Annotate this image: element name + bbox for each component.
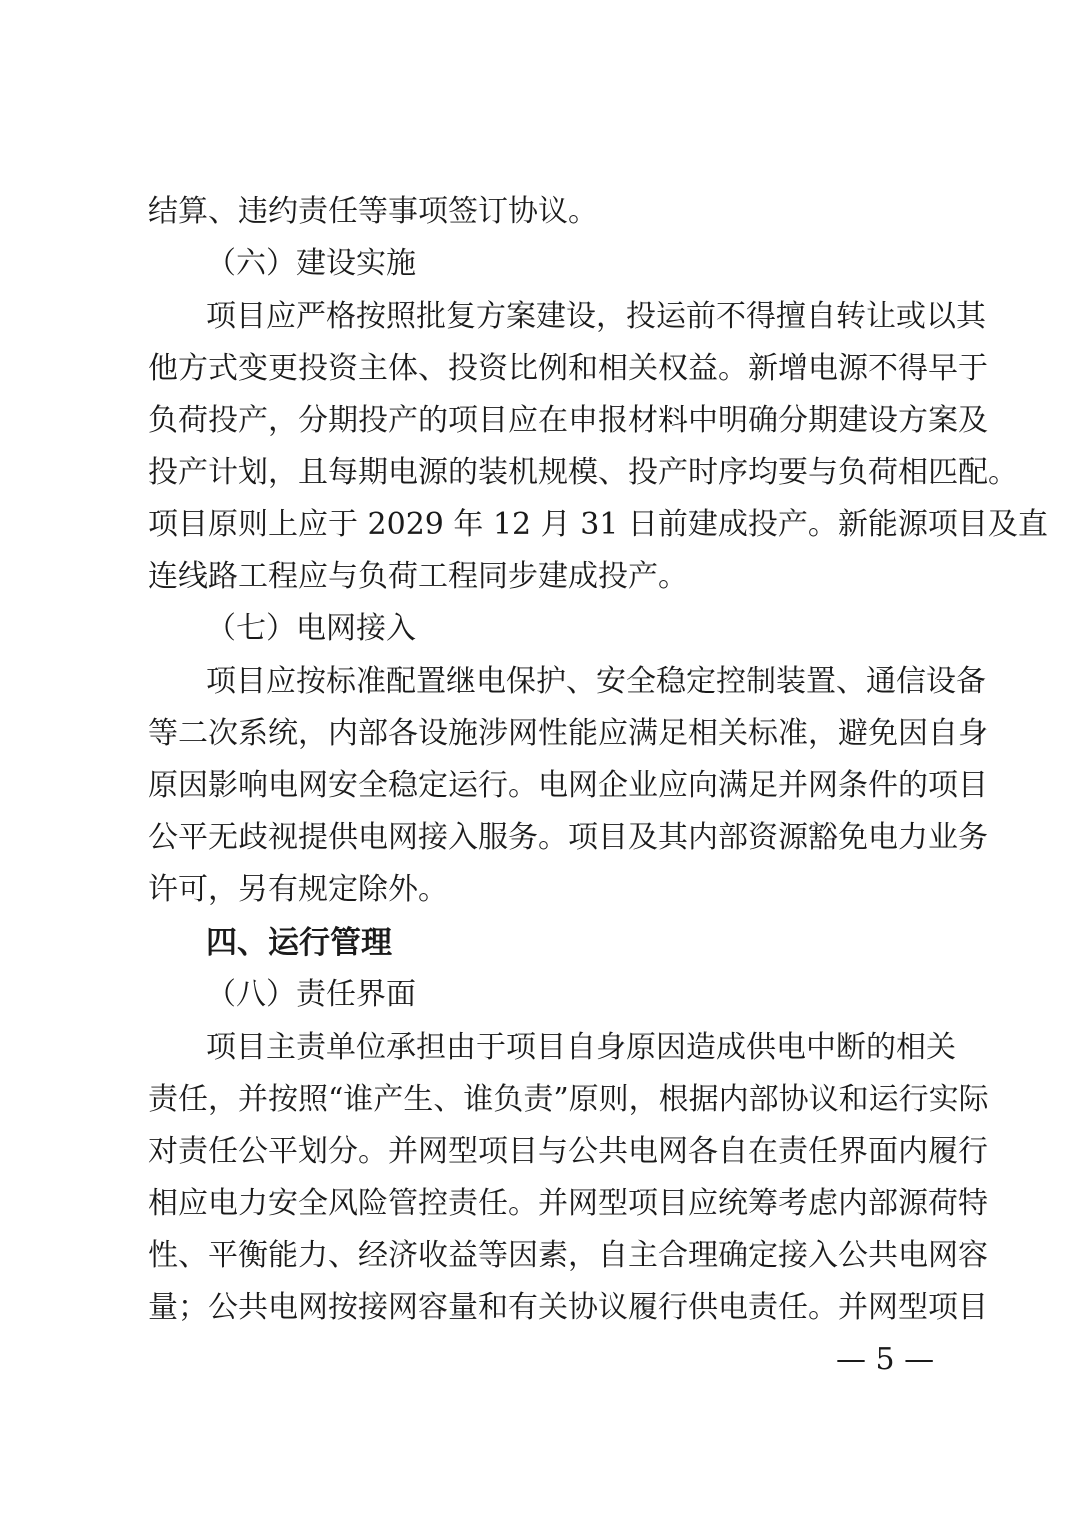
paragraph-line: 项目应按标准配置继电保护、安全稳定控制装置、通信设备 — [206, 664, 986, 699]
paragraph-line: 负荷投产，分期投产的项目应在申报材料中明确分期建设方案及 — [148, 403, 988, 438]
paragraph-line: 项目应严格按照批复方案建设，投运前不得擅自转让或以其 — [206, 299, 986, 334]
paragraph-line: 原因影响电网安全稳定运行。电网企业应向满足并网条件的项目 — [148, 768, 988, 803]
paragraph-line: 投产计划，且每期电源的装机规模、投产时序均要与负荷相匹配。 — [148, 455, 1018, 490]
section-heading-8: （八）责任界面 — [206, 977, 416, 1012]
paragraph-line: 责任，并按照“谁产生、谁负责”原则，根据内部协议和运行实际 — [148, 1082, 989, 1117]
chapter-heading: 四、运行管理 — [206, 925, 392, 961]
paragraph-line: 对责任公平划分。并网型项目与公共电网各自在责任界面内履行 — [148, 1134, 988, 1169]
paragraph-line: 许可，另有规定除外。 — [148, 872, 448, 907]
paragraph-line: 等二次系统，内部各设施涉网性能应满足相关标准，避免因自身 — [148, 716, 988, 751]
paragraph-line: 性、平衡能力、经济收益等因素，自主合理确定接入公共电网容 — [148, 1238, 988, 1273]
page-number: — 5 — — [836, 1342, 935, 1377]
paragraph-line: 项目原则上应于 2029 年 12 月 31 日前建成投产。新能源项目及直 — [148, 507, 1048, 542]
section-heading-6: （六）建设实施 — [206, 246, 416, 281]
paragraph-line: 连线路工程应与负荷工程同步建成投产。 — [148, 559, 688, 594]
paragraph-line: 量；公共电网按接网容量和有关协议履行供电责任。并网型项目 — [148, 1290, 988, 1325]
section-heading-7: （七）电网接入 — [206, 611, 416, 646]
paragraph-line: 他方式变更投资主体、投资比例和相关权益。新增电源不得早于 — [148, 351, 988, 386]
paragraph-line: 公平无歧视提供电网接入服务。项目及其内部资源豁免电力业务 — [148, 820, 988, 855]
paragraph-line: 结算、违约责任等事项签订协议。 — [148, 194, 598, 229]
paragraph-line: 项目主责单位承担由于项目自身原因造成供电中断的相关 — [206, 1030, 956, 1065]
paragraph-line: 相应电力安全风险管控责任。并网型项目应统筹考虑内部源荷特 — [148, 1186, 988, 1221]
